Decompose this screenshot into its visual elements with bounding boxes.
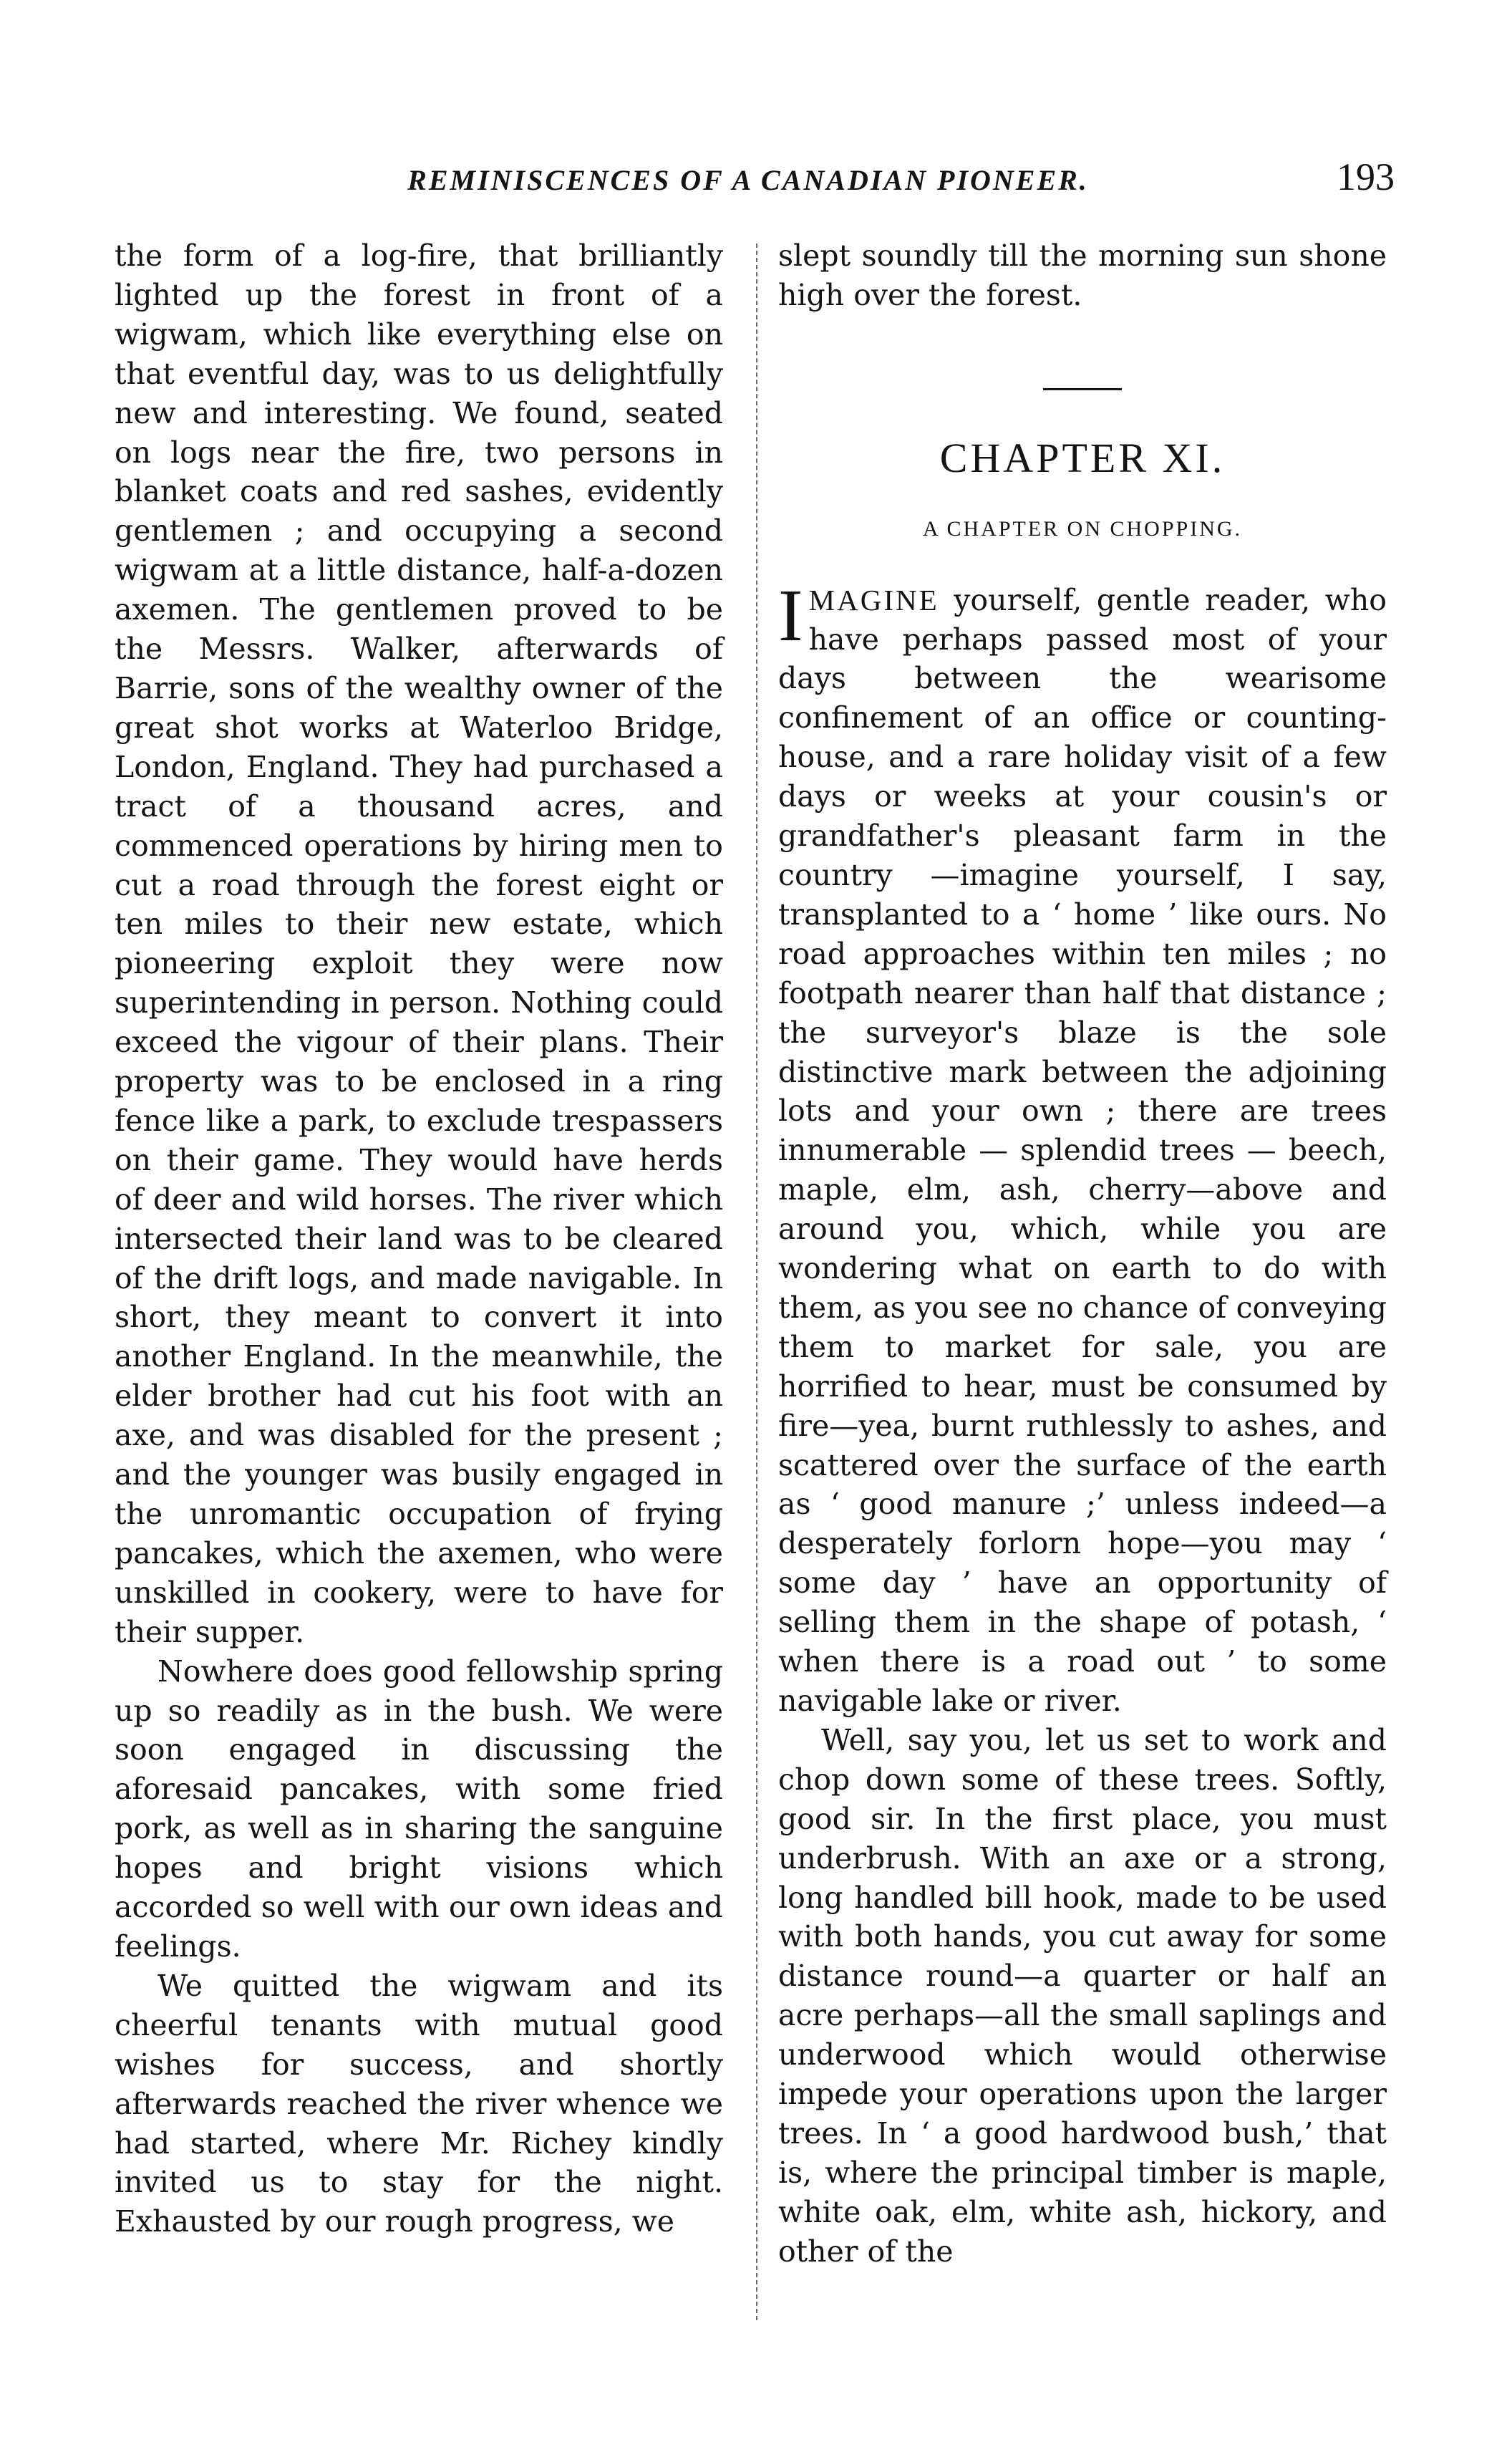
- opening-text: yourself, gentle reader, who have perhaps passed most of your days between the wearisome confinement of an office or counting-house, and a rare holiday visit of a few days or weeks at your cousin's or grandfather's pleasant farm in the country —imagine yourself, I say, transplanted to a ‘ home ’ like ours. No road approaches within ten miles ; no footpath nearer than half that distance ; the surveyor's blaze is the sole distinctive mark between the adjoining lots and your own ; there are trees innumerable — splendid trees — beech, maple, elm, ash, cherry—above and around you, which, while you are wondering what on earth to do with them, as you see no chance of conveying them to market for sale, you are horrified to hear, must be consumed by fire—yea, burnt ruthlessly to ashes, and scattered over the surface of the earth as ‘ good manure ;’ unless indeed—a desperately forlorn hope—you may ‘ some day ’ have an opportunity of selling them in the shape of potash, ‘ when there is a road out ’ to some navigable lake or river.: [778, 582, 1387, 1718]
- chapter-title: CHAPTER XI.: [939, 434, 1226, 481]
- drop-cap: I: [778, 574, 803, 657]
- right-column: [778, 236, 1387, 2272]
- page-number: 193: [1337, 155, 1395, 198]
- left-column: [115, 236, 723, 2241]
- running-head: REMINISCENCES OF A CANADIAN PIONEER.: [407, 164, 1089, 196]
- section-divider: [1043, 388, 1122, 390]
- paragraph-quitted-wigwam: We quitted the wigwam and its cheerful tenants with mutual good wishes for success, and shortly afterwards reached the river whence we had started, where Mr. Richey kindly invited us to stay for the night. Exhausted by our rough progress, we: [115, 1968, 723, 2239]
- chapter-subtitle: A CHAPTER ON CHOPPING.: [922, 516, 1243, 541]
- paragraph-slept-soundly: slept soundly till the morning sun shone high over the forest.: [778, 238, 1387, 312]
- paragraph-imagine-yourself: [778, 574, 1387, 1721]
- column-divider: [756, 243, 757, 2320]
- paragraph-set-to-work: Well, say you, let us set to work and chop down some of these trees. Softly, good sir. In the first place, you must underbrush. With an axe or a strong, long handled bill hook, made to be used with both hands, you cut away for some distance round—a quarter or half an acre perhaps—all the small saplings and underwood which would otherwise impede your operations upon the larger trees. In ‘ a good hardwood bush,’ that is, where the principal timber is maple, white oak, elm, white ash, hickory, and other of the: [778, 1722, 1387, 2269]
- paragraph-log-fire: the form of a log-fire, that brilliantly lighted up the forest in front of a wigwam, which like everything else on that eventful day, was to us delightfully new and interesting. We found, seated on logs near the fire, two persons in blanket coats and red sashes, evidently gentlemen ; and occupying a second wigwam at a little distance, half-a-dozen axemen. The gentlemen proved to be the Messrs. Walker, afterwards of Barrie, sons of the wealthy owner of the great shot works at Waterloo Bridge, London, England. They had purchased a tract of a thousand acres, and commenced operations by hiring men to cut a road through the forest eight or ten miles to their new estate, which pioneering exploit they were now superintending in person. Nothing could exceed the vigour of their plans. Their property was to be enclosed in a ring fence like a park, to exclude trespassers on their game. They would have herds of deer and wild horses. The river which intersected their land was to be cleared of the drift logs, and made navigable. In short, they meant to convert it into another England. In the meanwhile, the elder brother had cut his foot with an axe, and was disabled for the present ; and the younger was busily engaged in the unromantic occupation of frying pancakes, which the axemen, who were unskilled in cookery, were to have for their supper.: [115, 238, 723, 1649]
- paragraph-good-fellowship: Nowhere does good fellowship spring up so readily as in the bush. We were soon engaged in discussing the aforesaid pancakes, with some fried pork, as well as in sharing the sanguine hopes and bright visions which accorded so well with our own ideas and feelings.: [115, 1654, 723, 1964]
- opening-word: MAGINE: [808, 583, 939, 617]
